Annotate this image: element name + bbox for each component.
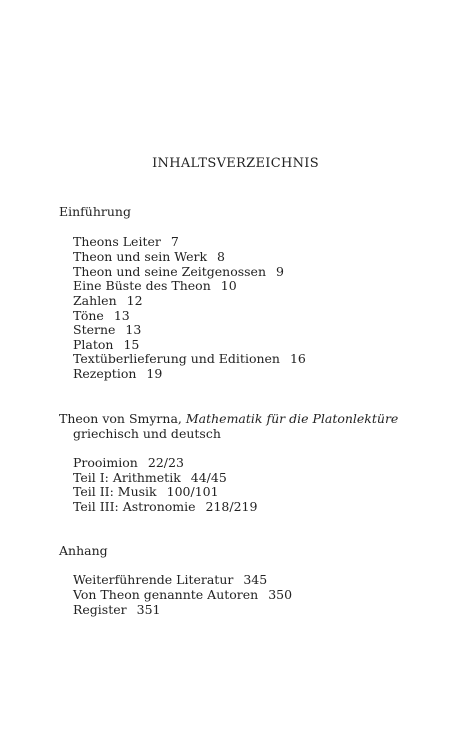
toc-entry [73,293,143,308]
toc-entry-page: 350 [268,587,293,602]
toc-entry [73,308,130,323]
toc-entry-label: Teil III: Astronomie [73,499,196,514]
section-heading-anhang: Anhang [59,543,108,558]
toc-entry-label: Rezeption [73,366,137,381]
toc-entry-page: 345 [243,572,268,587]
toc-entry-label: Eine Büste des Theon [73,278,211,293]
toc-entry-label: Weiterführende Literatur [73,572,234,587]
section-heading-title: Mathematik für die Platonlektüre [185,411,399,426]
section-heading-einfuehrung: Einführung [59,204,131,219]
toc-entry-label: Theon und seine Zeitgenossen [73,264,266,279]
toc-entry-page: 351 [136,602,161,617]
toc-entry-page: 8 [217,249,225,264]
toc-entry-label: Teil II: Musik [73,484,157,499]
toc-entry-page: 19 [146,366,163,381]
toc-title: INHALTSVERZEICHNIS [152,156,319,171]
toc-entry-label: Platon [73,337,114,352]
toc-entry-page: 7 [170,234,179,249]
toc-entry [73,322,141,337]
toc-entry-label: Register [73,602,127,617]
toc-entry-page: 15 [123,337,140,352]
toc-entry-page: 218/219 [205,499,258,514]
toc-entry [73,351,306,366]
toc-entry-page: 100/101 [166,484,219,499]
toc-entry [73,484,219,499]
toc-entry [73,249,225,264]
toc-entry-label: Prooimion [73,455,138,470]
toc-entry-page: 12 [126,293,143,308]
toc-entry-page: 16 [289,351,306,366]
toc-entry-label: Teil I: Arithmetik [73,470,181,485]
toc-entry [73,366,162,381]
toc-entry [73,278,237,293]
toc-entry-label: Theon und sein Werk [73,249,208,264]
toc-entry [73,499,257,514]
toc-entry [73,234,179,249]
toc-entry-label: Sterne [73,322,116,337]
toc-entry [73,470,227,485]
toc-entry-page: 44/45 [190,470,227,485]
toc-entry-page: 13 [125,322,142,337]
toc-entry [73,572,267,587]
toc-entry-page: 10 [220,278,237,293]
toc-entry [73,264,284,279]
toc-entry-page: 13 [113,308,130,323]
toc-entry [73,587,292,602]
section-heading-prefix: Theon von Smyrna, [59,411,186,426]
toc-entry [73,337,139,352]
section-subheading: griechisch und deutsch [73,426,221,441]
toc-entry [73,455,184,470]
toc-entry-label: Textüberlieferung und Editionen [73,351,280,366]
toc-entry-label: Töne [73,308,104,323]
section-heading-text [59,411,398,426]
toc-entry [73,602,160,617]
toc-entry-page: 22/23 [147,455,184,470]
toc-entry-label: Theons Leiter [73,234,161,249]
toc-entry-page: 9 [276,264,284,279]
toc-entry-label: Zahlen [73,293,117,308]
toc-entry-label: Von Theon genannte Autoren [73,587,259,602]
